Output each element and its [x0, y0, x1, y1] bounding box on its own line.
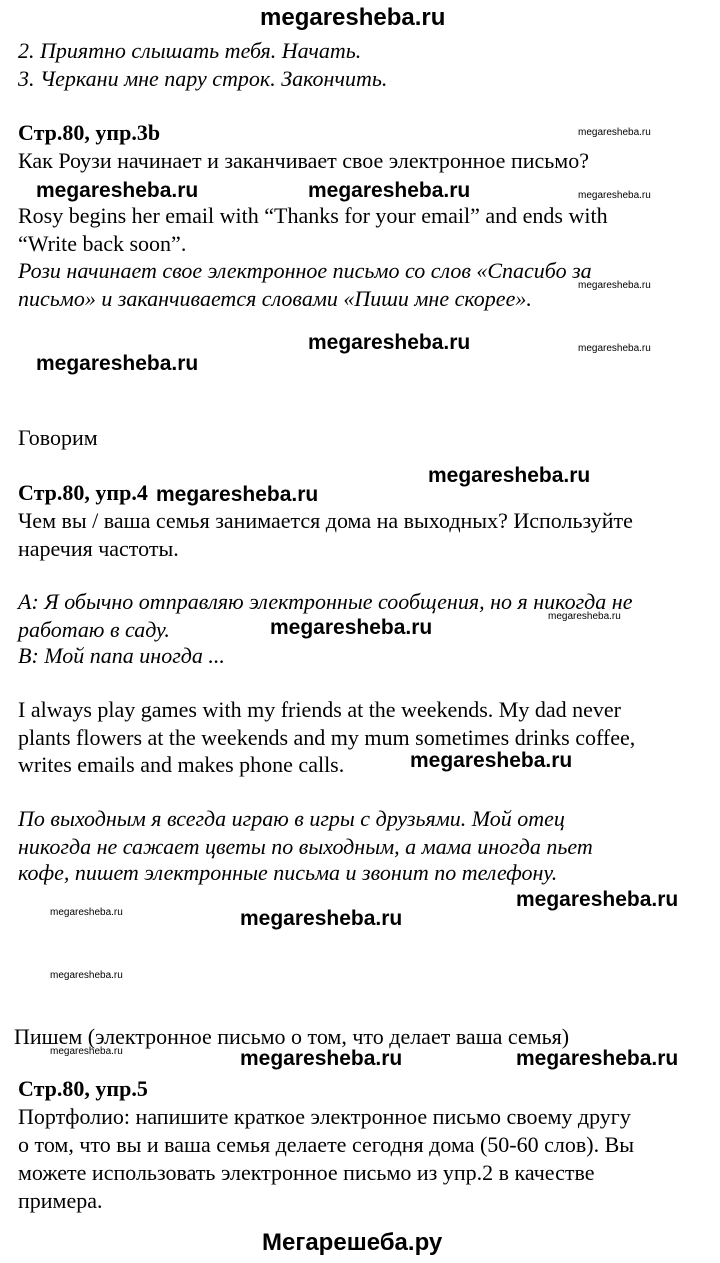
example-line: B: Мой папа иногда ...	[18, 643, 225, 668]
watermark-small: megaresheba.ru	[50, 1046, 123, 1057]
answer-english: plants flowers at the weekends and my mum sometimes drinks coffee,	[18, 725, 636, 750]
watermark-small: megaresheba.ru	[578, 190, 651, 201]
answer-russian: никогда не сажает цветы по выходным, а мама иногда пьет	[18, 834, 593, 859]
watermark-small: megaresheba.ru	[578, 343, 651, 354]
watermark: megaresheba.ru	[410, 749, 573, 772]
watermark-small: megaresheba.ru	[548, 611, 621, 622]
answer-english: writes emails and makes phone calls.	[18, 752, 345, 777]
watermark: megaresheba.ru	[270, 616, 433, 639]
section-title-writing: Пишем (электронное письмо о том, что делает ваша семья)	[14, 1024, 570, 1049]
exercise-heading-5: Стр.80, упр.5	[18, 1076, 148, 1101]
watermark: megaresheba.ru	[156, 483, 319, 506]
watermark: megaresheba.ru	[36, 179, 199, 202]
answer-russian: По выходным я всегда играю в игры с друзьями. Мой отец	[18, 806, 565, 831]
exercise-task: о том, что вы и ваша семья делаете сегодня дома (50-60 слов). Вы	[18, 1132, 635, 1157]
exercise-task: Портфолио: напишите краткое электронное письмо своему другу	[18, 1104, 631, 1129]
watermark-small: megaresheba.ru	[578, 280, 651, 291]
answer-russian: письмо» и заканчивается словами «Пиши мне скорее».	[18, 286, 532, 311]
text-line: 3. Черкани мне пару строк. Закончить.	[18, 66, 388, 91]
answer-russian: кофе, пишет электронные письма и звонит по телефону.	[18, 860, 558, 885]
header-site-title: megaresheba.ru	[260, 4, 446, 31]
section-title-speaking: Говорим	[18, 425, 98, 450]
watermark-small: megaresheba.ru	[50, 970, 123, 981]
example-line: A: Я обычно отправляю электронные сообщения, но я никогда не	[18, 589, 633, 614]
watermark: megaresheba.ru	[516, 1047, 679, 1070]
watermark: megaresheba.ru	[36, 352, 199, 375]
watermark: megaresheba.ru	[240, 1047, 403, 1070]
exercise-heading-3b: Стр.80, упр.3b	[18, 120, 161, 145]
watermark: megaresheba.ru	[516, 888, 679, 911]
exercise-task: Чем вы / ваша семья занимается дома на выходных? Используйте	[18, 508, 633, 533]
answer-russian: Рози начинает свое электронное письмо со слов «Спасибо за	[18, 258, 592, 283]
watermark: megaresheba.ru	[240, 907, 403, 930]
answer-english: Rosy begins her email with “Thanks for your email” and ends with	[18, 203, 608, 228]
watermark: megaresheba.ru	[428, 464, 591, 487]
footer-site-title: Мегарешеба.ру	[262, 1229, 443, 1256]
exercise-task: примера.	[18, 1188, 103, 1213]
watermark: megaresheba.ru	[308, 331, 471, 354]
watermark-small: megaresheba.ru	[50, 907, 123, 918]
answer-english: I always play games with my friends at the weekends. My dad never	[18, 697, 621, 722]
exercise-question: Как Роузи начинает и заканчивает свое электронное письмо?	[18, 148, 589, 173]
exercise-task: наречия частоты.	[18, 536, 179, 561]
exercise-task: можете использовать электронное письмо из упр.2 в качестве	[18, 1160, 595, 1185]
text-line: 2. Приятно слышать тебя. Начать.	[18, 38, 362, 63]
watermark: megaresheba.ru	[308, 179, 471, 202]
answer-english: “Write back soon”.	[18, 231, 187, 256]
exercise-heading-4: Стр.80, упр.4	[18, 480, 148, 505]
example-line: работаю в саду.	[18, 617, 170, 642]
watermark-small: megaresheba.ru	[578, 127, 651, 138]
